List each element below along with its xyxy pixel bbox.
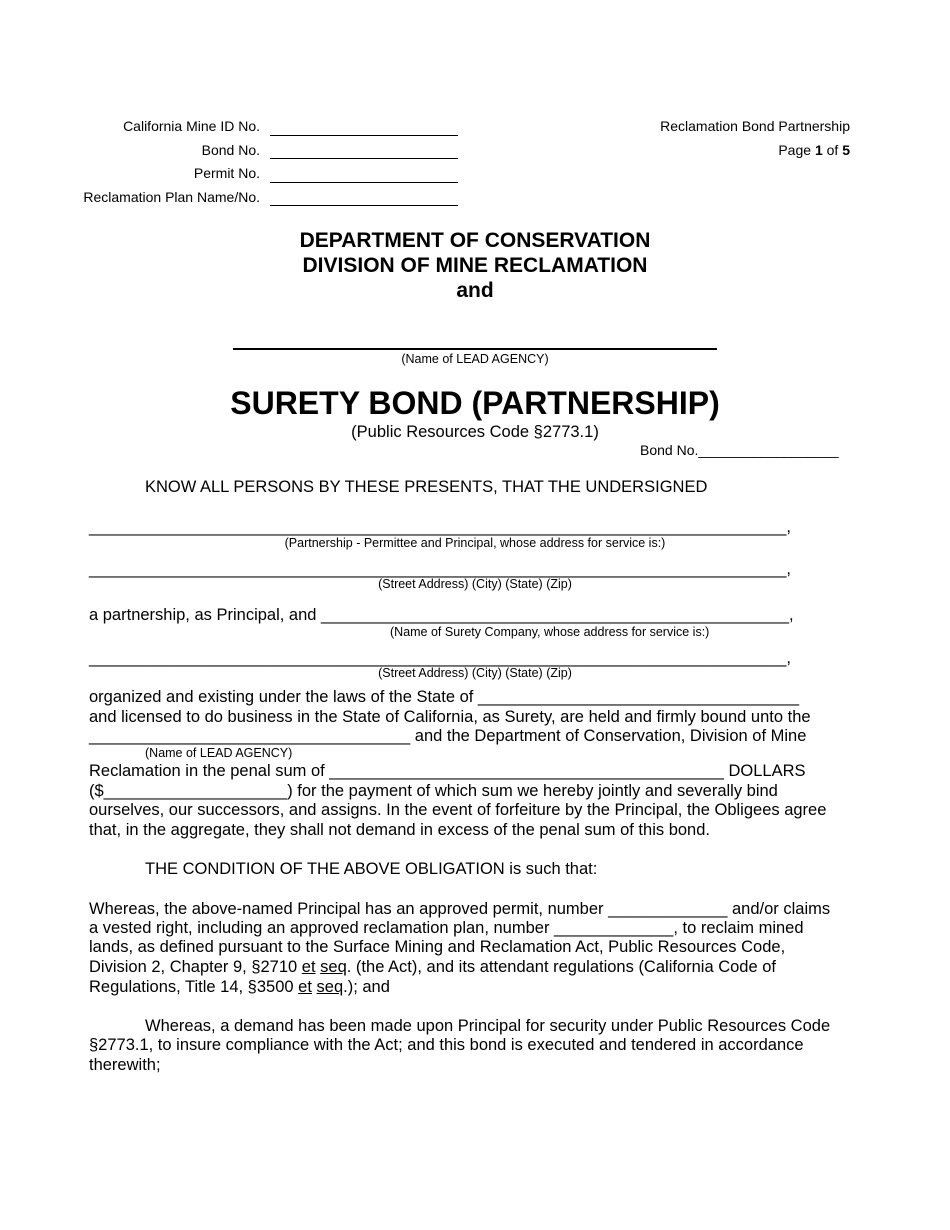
whereas1-line5: Regulations, Title 14, §3500 et seq.); and xyxy=(89,978,390,996)
principal-address-caption: (Street Address) (City) (State) (Zip) xyxy=(378,577,572,591)
know-all-heading: KNOW ALL PERSONS BY THESE PRESENTS, THAT THE UNDERSIGNED xyxy=(145,478,708,496)
penal-sum-line[interactable]: Reclamation in the penal sum of ___________________________________________ DOLLARS xyxy=(89,762,806,780)
mine-id-field[interactable] xyxy=(270,135,458,136)
whereas2-line3: therewith; xyxy=(89,1056,161,1074)
bond-no-label: Bond No. xyxy=(201,142,260,158)
whereas1-line2[interactable]: a vested right, including an approved reclamation plan, number _____________, to reclaim mined xyxy=(89,919,804,937)
dept-title: DEPARTMENT OF CONSERVATION xyxy=(299,229,651,252)
surety-address-line[interactable]: ____________________________________________________________________________, xyxy=(89,649,791,667)
condition-heading: THE CONDITION OF THE ABOVE OBLIGATION is such that: xyxy=(145,860,598,878)
mine-id-label: California Mine ID No. xyxy=(123,118,260,134)
reclamation-plan-field[interactable] xyxy=(270,205,458,206)
whereas2-line1: Whereas, a demand has been made upon Principal for security under Public Resources Code xyxy=(145,1017,831,1035)
page-total: 5 xyxy=(842,142,850,158)
partnership-name-line[interactable]: ____________________________________________________________________________, xyxy=(89,518,791,536)
bond-title: SURETY BOND (PARTNERSHIP) xyxy=(230,385,720,421)
surety-caption: (Name of Surety Company, whose address for service is:) xyxy=(390,625,710,639)
lead-agency-body-caption: (Name of LEAD AGENCY) xyxy=(145,746,293,760)
lead-agency-caption: (Name of LEAD AGENCY) xyxy=(401,352,549,366)
form-name: Reclamation Bond Partnership xyxy=(660,118,850,134)
surety-name-line[interactable]: a partnership, as Principal, and ___________________________________________________, xyxy=(89,606,794,624)
page-indicator: Page 1 of 5 xyxy=(778,142,850,158)
whereas1-line4: Division 2, Chapter 9, §2710 et seq. (the Act), and its attendant regulations (California Code of xyxy=(89,958,777,976)
lead-agency-field[interactable] xyxy=(233,348,717,350)
bond-no-line: Bond No.__________________ xyxy=(640,442,839,458)
whereas1-line3: lands, as defined pursuant to the Surface Mining and Reclamation Act, Public Resources Code, xyxy=(89,938,786,956)
principal-address-line[interactable]: ____________________________________________________________________________, xyxy=(89,560,791,578)
permit-no-label: Permit No. xyxy=(193,165,260,181)
licensed-line: and licensed to do business in the State of California, as Surety, are held and firmly bound unto the xyxy=(89,708,811,726)
partnership-caption: (Partnership - Permittee and Principal, whose address for service is:) xyxy=(284,536,666,550)
lead-agency-line[interactable]: ___________________________________ and the Department of Conservation, Division of Mine xyxy=(89,727,807,745)
division-title: DIVISION OF MINE RECLAMATION xyxy=(302,254,648,277)
page-current: 1 xyxy=(814,142,823,158)
bond-no-field[interactable] xyxy=(270,158,458,159)
code-reference: (Public Resources Code §2773.1) xyxy=(351,423,599,441)
aggregate-line: that, in the aggregate, they shall not demand in excess of the penal sum of this bond. xyxy=(89,821,710,839)
reclamation-plan-label: Reclamation Plan Name/No. xyxy=(83,189,260,205)
surety-address-caption: (Street Address) (City) (State) (Zip) xyxy=(378,666,572,680)
organized-line[interactable]: organized and existing under the laws of the State of ___________________________________ xyxy=(89,688,800,706)
whereas1-line1[interactable]: Whereas, the above-named Principal has an approved permit, number _____________ and/or claims xyxy=(89,900,831,918)
permit-no-field[interactable] xyxy=(270,182,458,183)
ourselves-line: ourselves, our successors, and assigns. In the event of forfeiture by the Principal, the Obligees agree xyxy=(89,801,827,819)
payment-line[interactable]: ($____________________) for the payment of which sum we hereby jointly and severally bind xyxy=(89,782,778,800)
whereas2-line2: §2773.1, to insure compliance with the Act; and this bond is executed and tendered in accordance xyxy=(89,1036,804,1054)
and-title: and xyxy=(456,279,494,302)
